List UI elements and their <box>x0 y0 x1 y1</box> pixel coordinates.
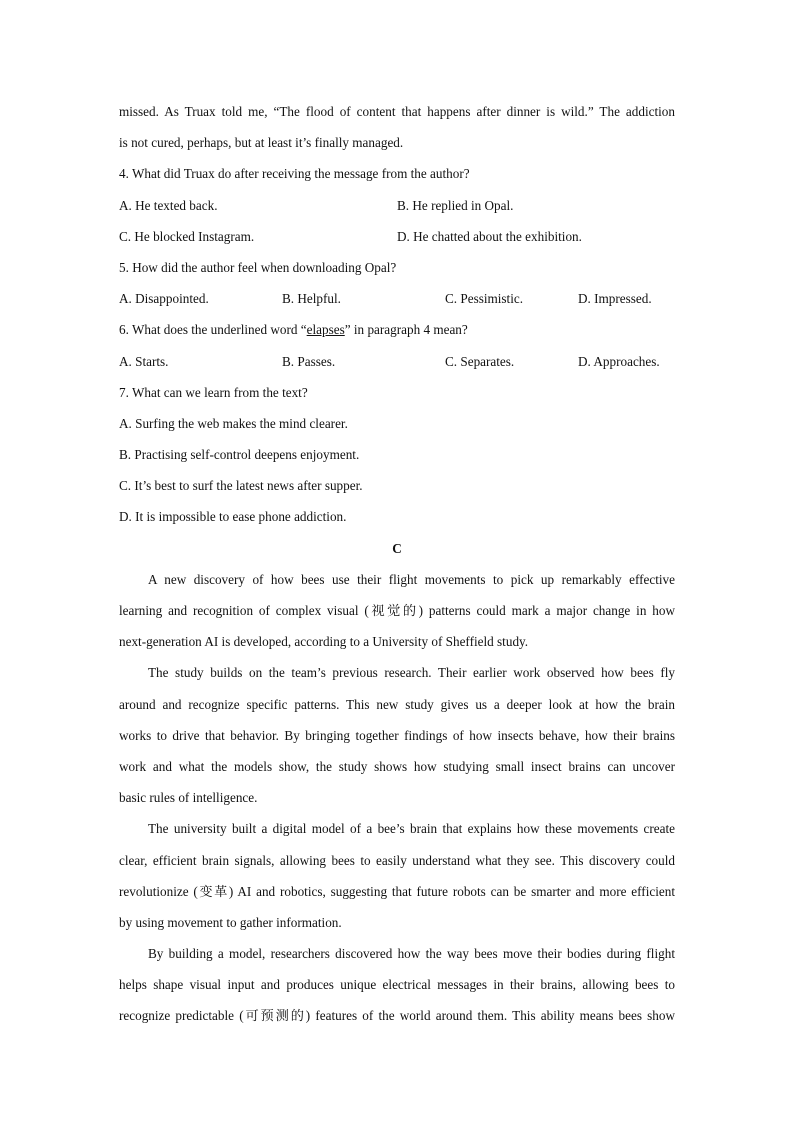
paragraph-line: work and what the models show, the study shows how studying small insect brains can uncover <box>119 758 675 774</box>
stem-text: ” in paragraph 4 mean? <box>344 322 468 338</box>
section-heading: C <box>392 540 402 556</box>
paragraph-line: learning and recognition of complex visual (视觉的) patterns could mark a major change in how <box>119 603 675 618</box>
question-stem <box>119 314 675 345</box>
option-a: A. Surfing the web makes the mind clearer. <box>119 415 348 431</box>
option-a: A. Starts. <box>119 353 169 369</box>
option-c: C. Separates. <box>445 353 515 369</box>
paragraph-line: basic rules of intelligence. <box>119 790 258 806</box>
stem-text: 6. What does the underlined word “ <box>119 322 307 338</box>
option-b: B. He replied in Opal. <box>397 197 514 213</box>
paragraph-line: clear, efficient brain signals, allowing bees to easily understand what they see. This discovery could <box>119 852 675 868</box>
answer-options <box>119 221 675 252</box>
option-b: B. Passes. <box>282 353 336 369</box>
paragraph-line: The study builds on the team’s previous research. Their earlier work observed how bees fly <box>148 665 675 681</box>
answer-options <box>119 283 675 314</box>
text-line: is not cured, perhaps, but at least it’s finally managed. <box>119 135 404 151</box>
paragraph-line: next-generation AI is developed, according to a University of Sheffield study. <box>119 634 529 650</box>
option-c: C. Pessimistic. <box>445 291 524 307</box>
option-d: D. Impressed. <box>578 291 652 307</box>
option-d: D. It is impossible to ease phone addiction. <box>119 509 347 525</box>
paragraph-line: by using movement to gather information. <box>119 914 342 930</box>
paragraph-line: By building a model, researchers discovered how the way bees move their bodies during flight <box>148 946 675 962</box>
paragraph-line: revolutionize (变革) AI and robotics, suggesting that future robots can be smarter and more efficient <box>119 883 675 899</box>
answer-options <box>119 346 675 377</box>
option-c: C. He blocked Instagram. <box>119 228 255 244</box>
paragraph-line: A new discovery of how bees use their flight movements to pick up remarkably effective <box>148 571 675 587</box>
paragraph-line: helps shape visual input and produces unique electrical messages in their brains, allowing bees to <box>119 977 675 993</box>
question-stem: 5. How did the author feel when downloading Opal? <box>119 259 397 275</box>
option-b: B. Helpful. <box>282 291 341 307</box>
option-d: D. Approaches. <box>578 353 660 369</box>
option-c: C. It’s best to surf the latest news after supper. <box>119 478 363 494</box>
paragraph-line: works to drive that behavior. By bringing together findings of how insects behave, how their brains <box>119 727 675 743</box>
answer-options <box>119 190 675 221</box>
text-line: missed. As Truax told me, “The flood of content that happens after dinner is wild.” The addiction <box>119 104 675 119</box>
option-a: A. He texted back. <box>119 197 218 213</box>
option-b: B. Practising self-control deepens enjoyment. <box>119 447 360 463</box>
option-a: A. Disappointed. <box>119 291 209 307</box>
underlined-word: elapses <box>306 322 345 338</box>
option-d: D. He chatted about the exhibition. <box>397 228 582 244</box>
paragraph-line: around and recognize specific patterns. This new study gives us a deeper look at how the brain <box>119 696 675 712</box>
paragraph-line: recognize predictable (可预测的) features of the world around them. This ability means bees show <box>119 1008 675 1024</box>
question-stem: 4. What did Truax do after receiving the message from the author? <box>119 166 470 182</box>
paragraph-line: The university built a digital model of a bee’s brain that explains how these movements create <box>148 821 675 837</box>
question-stem: 7. What can we learn from the text? <box>119 384 308 400</box>
document-page <box>119 96 675 1032</box>
